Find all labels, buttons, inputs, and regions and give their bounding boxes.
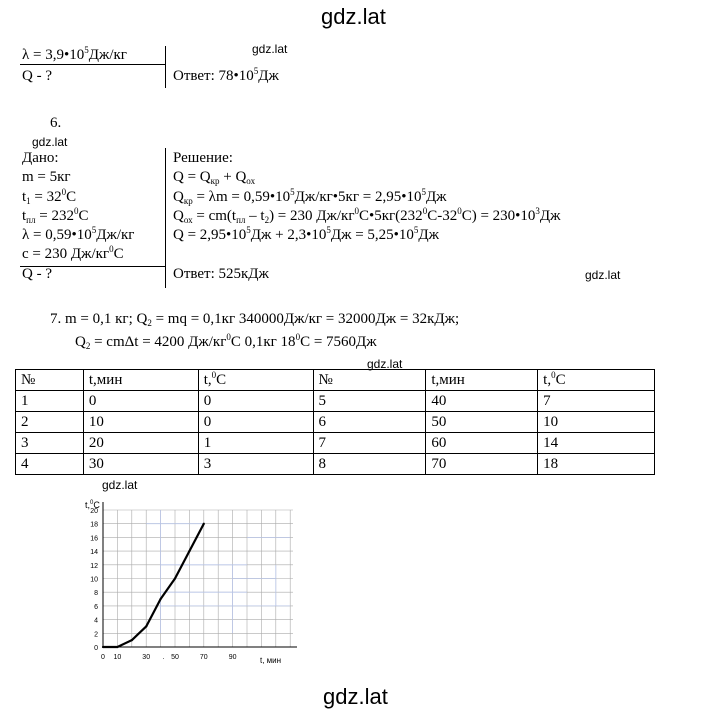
table-cell: 14	[538, 433, 655, 454]
data-point	[174, 577, 176, 579]
table-cell: 50	[426, 412, 538, 433]
data-point	[203, 523, 205, 525]
prev-given-lambda: $\lambda = 3,9•10^5Дж/кг$	[22, 45, 127, 63]
table-cell: 10	[538, 412, 655, 433]
chart-grid	[103, 510, 293, 647]
table-cell: 2	[16, 412, 84, 433]
solution-line-3: $Q_{ох} = cm(t_{пл} - t_2) = 230$ $Дж/кг^0С•5кг(232^0С-32^0С)$ = $230•10^3Дж$	[173, 205, 561, 225]
table-cell: 60	[426, 433, 538, 454]
table-row	[16, 454, 655, 475]
table-cell: 7	[538, 391, 655, 412]
y-axis-label: t,$^0$C	[85, 500, 100, 510]
data-point	[145, 625, 147, 627]
given-tpl: $t_{пл} = 232^0С$	[22, 205, 89, 225]
y-tick-label: 18	[90, 521, 98, 529]
x-tick-label: 10	[113, 654, 122, 661]
y-tick-label: 2	[94, 631, 98, 639]
given-solution-divider	[165, 148, 166, 288]
y-tick-label: 20	[90, 508, 98, 515]
table-header: t,мин	[83, 370, 198, 391]
data-point	[102, 646, 104, 648]
x-tick-label: 0	[101, 654, 105, 661]
table-header: t,$^0$С	[198, 370, 313, 391]
y-tick-label: 12	[90, 562, 98, 570]
prev-find: Q - ?	[22, 68, 52, 84]
table-cell: 18	[538, 454, 655, 475]
table-cell: 4	[16, 454, 84, 475]
watermark-bottom: gdz.lat	[323, 684, 388, 709]
table-cell: 8	[313, 454, 426, 475]
x-tick-label: .	[162, 654, 165, 661]
given-c: c = 230 $Дж/кг^0С$	[22, 244, 124, 263]
given-t1: $t_1 = 32^0С$	[22, 186, 77, 206]
table-cell: 70	[426, 454, 538, 475]
watermark-small: gdz.lat	[32, 135, 68, 149]
x-tick-label: 50	[171, 654, 179, 661]
y-tick-label: 8	[94, 590, 98, 598]
table-header: t,$^0$С	[538, 370, 655, 391]
watermark-small: gdz.lat	[364, 357, 405, 371]
y-tick-label: 10	[90, 576, 98, 584]
find-q: Q - ?	[22, 265, 52, 282]
x-tick-label: 30	[142, 654, 151, 661]
prev-answer: Ответ: $78•10^5Дж$	[173, 66, 279, 84]
table-cell: 7	[313, 433, 426, 454]
x-axis-label: t, мин	[260, 656, 282, 665]
table-header: t,мин	[426, 370, 538, 391]
data-point	[116, 646, 118, 648]
given-solution-divider	[165, 46, 166, 88]
x-tick-label: 70	[199, 654, 208, 661]
table-row	[16, 412, 655, 433]
x-tick-label: 90	[228, 654, 237, 661]
given-lambda: $\lambda = 0,59•10^5Дж/кг$	[22, 225, 135, 244]
y-tick-label: 16	[90, 535, 98, 543]
temperature-line	[103, 524, 204, 647]
table-cell: 20	[83, 433, 198, 454]
watermark-top: gdz.lat	[321, 4, 386, 29]
data-point	[131, 639, 133, 641]
given-header: Дано:	[22, 150, 59, 166]
table-cell: 6	[313, 412, 426, 433]
heating-chart	[80, 492, 320, 672]
answer: Ответ: 525кДж	[173, 265, 269, 282]
problem7-line-2: $Q_2 = cm\Delta t = 4200$ $Дж/кг^0С$ 0,1кг $18^0С = 7560Дж$	[75, 332, 377, 351]
table-cell: 1	[16, 391, 84, 412]
watermark-small: gdz.lat	[102, 478, 138, 492]
problem7-line-1: 7. m = 0,1 кг; $Q_2$ = mq = 0,1кг 340000Дж/кг = 32000Дж = 32кДж;	[50, 311, 460, 328]
table-row	[16, 433, 655, 454]
y-tick-label: 0	[94, 645, 98, 652]
problem6-given	[22, 149, 134, 284]
y-tick-label: 4	[94, 617, 98, 625]
solution-line-2: $Q_{кр} = \lambda m$ = $0,59•10^5Дж/кг•5кг$ = $2,95•10^5Дж$	[173, 186, 447, 206]
table-cell: 30	[83, 454, 198, 475]
solution-line-4: $Q = 2,95•10^5Дж$ + $2,3•10^5Дж$ = $5,25•10^5Дж$	[173, 225, 440, 244]
table-header: №	[16, 370, 84, 391]
table-cell: 0	[83, 391, 198, 412]
table-cell: 1	[198, 433, 313, 454]
table-cell: 3	[16, 433, 84, 454]
watermark-small: gdz.lat	[252, 42, 288, 56]
table-header-row	[16, 370, 655, 391]
table-cell: 40	[426, 391, 538, 412]
data-point	[188, 550, 190, 552]
table-cell: 10	[83, 412, 198, 433]
table-header: №	[313, 370, 426, 391]
y-tick-label: 14	[90, 549, 98, 557]
table-cell: 3	[198, 454, 313, 475]
table-cell: 5	[313, 391, 426, 412]
watermark-small: gdz.lat	[585, 268, 621, 282]
table-row	[16, 391, 655, 412]
solution-line-1: $Q = Q_{кр} + Q_{ох}$	[173, 169, 256, 187]
solution-header: Решение:	[173, 150, 233, 166]
problem6-number: 6.	[50, 115, 62, 131]
table-cell: 0	[198, 391, 313, 412]
given-mass: m = 5кг	[22, 169, 71, 186]
data-point	[160, 598, 162, 600]
table-cell: 0	[198, 412, 313, 433]
data-table	[15, 369, 655, 475]
problem6-solution	[173, 149, 561, 284]
y-tick-label: 6	[94, 603, 98, 611]
